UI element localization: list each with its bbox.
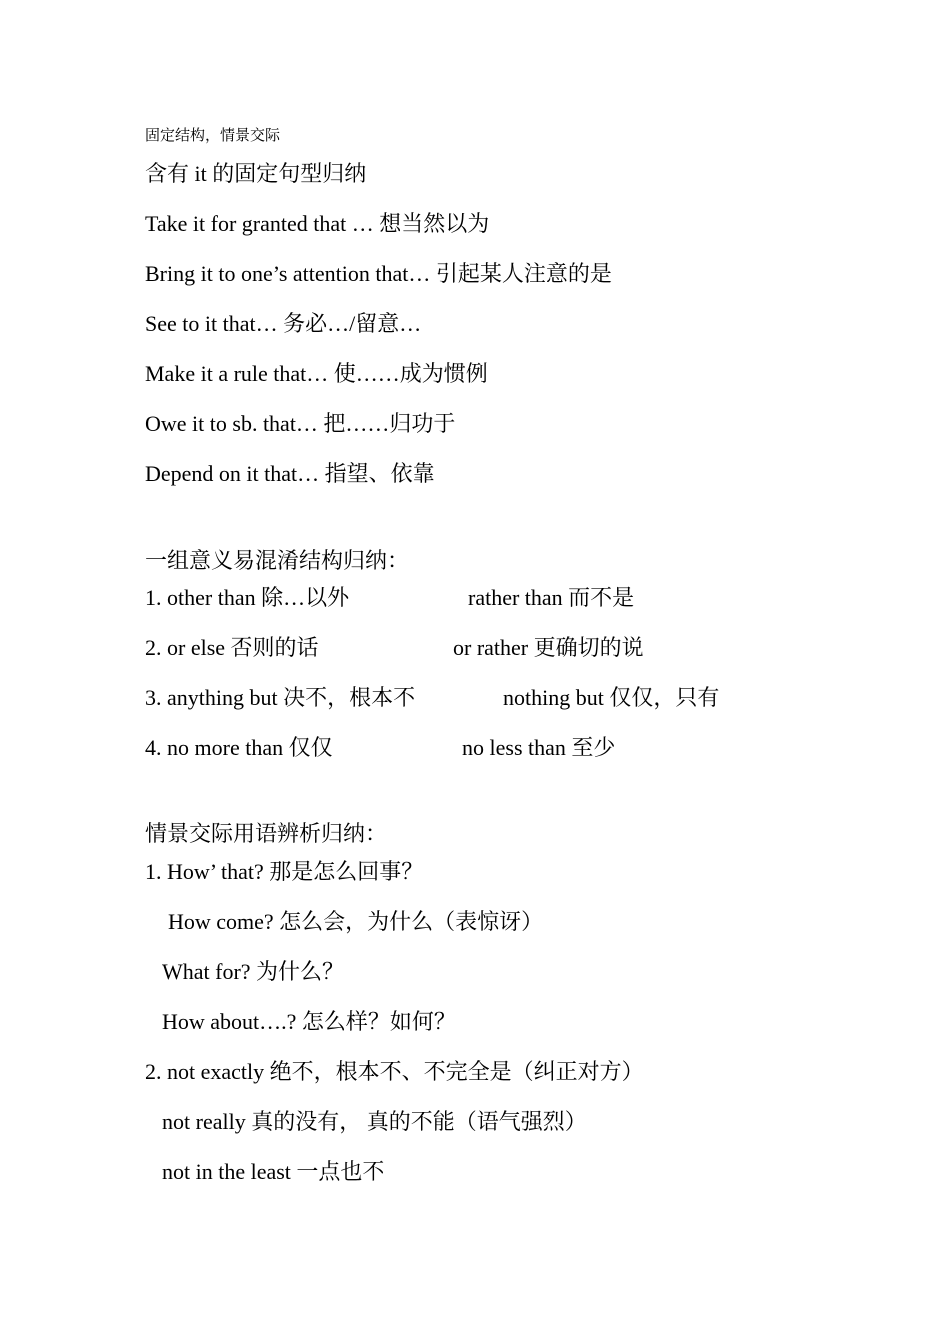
phrase-line: not in the least 一点也不 [162,1159,385,1184]
pair-right: no less than 至少 [462,735,616,760]
list-item: Take it for granted that … 想当然以为 [145,211,490,236]
section-heading-situational-phrases: 情景交际用语辨析归纳： [145,821,388,846]
phrase-line: 1. How’ that? 那是怎么回事？ [145,859,424,884]
phrase-line: How come? 怎么会，为什么（表惊讶） [168,909,544,934]
list-item: Make it a rule that… 使……成为惯例 [145,361,488,386]
list-item: Depend on it that… 指望、依靠 [145,461,435,486]
pair-left: 3. anything but 决不，根本不 [145,685,416,710]
phrase-line: What for? 为什么？ [162,959,345,984]
pair-left: 1. other than 除…以外 [145,585,350,610]
list-item: See to it that… 务必…/留意… [145,311,422,336]
list-item: Bring it to one’s attention that… 引起某人注意的是 [145,261,612,286]
phrase-line: not really 真的没有， 真的不能（语气强烈） [162,1109,587,1134]
pair-right: rather than 而不是 [468,585,635,610]
phrase-line: How about….? 怎么样？如何？ [162,1009,456,1034]
list-item: Owe it to sb. that… 把……归功于 [145,411,456,436]
section-heading-confusing-structures: 一组意义易混淆结构归纳： [145,548,410,573]
pair-left: 2. or else 否则的话 [145,635,319,660]
pair-left: 4. no more than 仅仅 [145,735,333,760]
pair-right: nothing but 仅仅，只有 [503,685,720,710]
section-heading-it-patterns: 含有 it 的固定句型归纳 [145,161,367,186]
phrase-line: 2. not exactly 绝不，根本不、不完全是（纠正对方） [145,1059,644,1084]
top-note: 固定结构，情景交际 [145,128,281,144]
pair-right: or rather 更确切的说 [453,635,644,660]
